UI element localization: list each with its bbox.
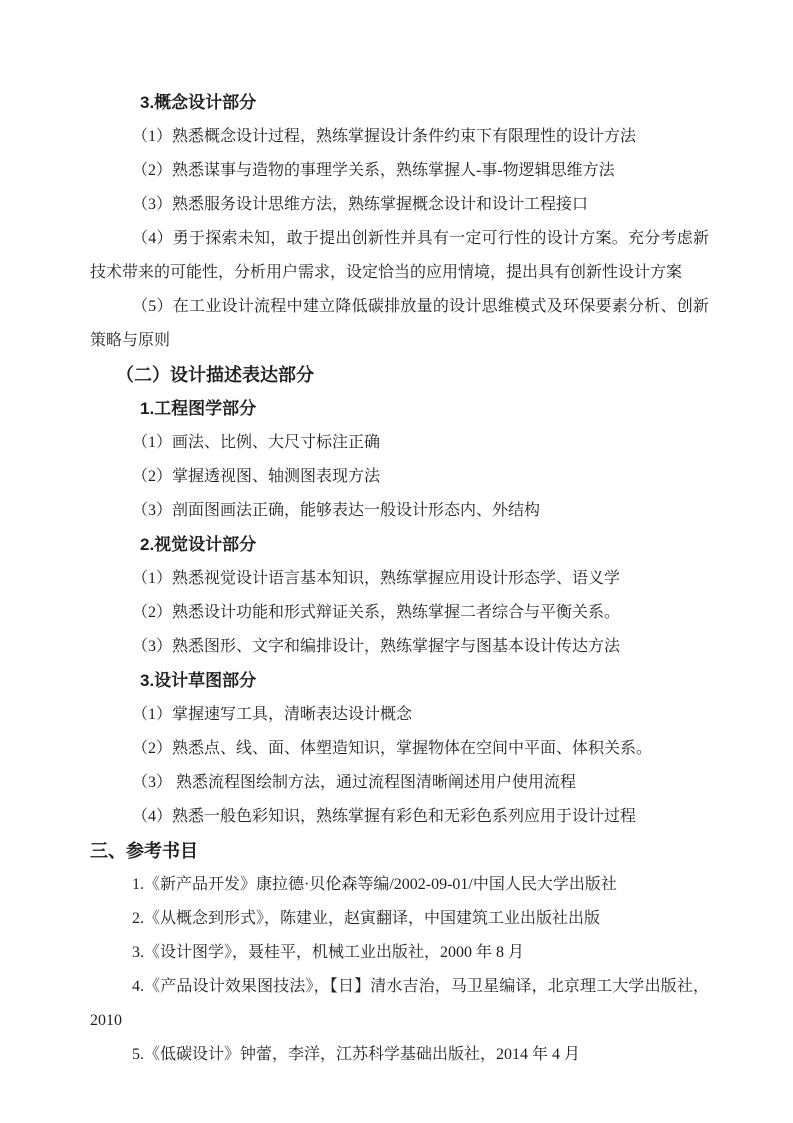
design-sketch-item-1: （1）掌握速写工具，清晰表达设计概念 xyxy=(132,706,413,723)
engineering-graphics-item-2: （2）掌握透视图、轴测图表现方法 xyxy=(132,468,381,485)
heading-part-two-design-description: （二）设计描述表达部分 xyxy=(116,365,314,385)
heading-engineering-graphics: 1.工程图学部分 xyxy=(140,399,257,418)
heading-visual-design: 2.视觉设计部分 xyxy=(140,535,257,554)
design-sketch-item-3: （3） 熟悉流程图绘制方法，通过流程图清晰阐述用户使用流程 xyxy=(132,774,577,791)
reference-item-1: 1.《新产品开发》康拉德·贝伦森等编/2002-09-01/中国人民大学出版社 xyxy=(132,876,617,893)
visual-design-item-3: （3）熟悉图形、文字和编排设计，熟练掌握字与图基本设计传达方法 xyxy=(132,638,621,655)
reference-item-4: 4.《产品设计效果图技法》，【日】清水吉治，马卫星编译，北京理工大学出版社，2010 xyxy=(90,978,709,1029)
concept-item-3: （3）熟悉服务设计思维方法，熟练掌握概念设计和设计工程接口 xyxy=(132,196,589,213)
concept-item-4: （4）勇于探索未知，敢于提出创新性并具有一定可行性的设计方案。充分考虑新技术带来的可能性，分析用户需求，设定恰当的应用情境，提出具有创新性设计方案 xyxy=(90,230,709,281)
design-sketch-item-2: （2）熟悉点、线、面、体塑造知识，掌握物体在空间中平面、体积关系。 xyxy=(132,740,653,757)
engineering-graphics-item-1: （1）画法、比例、大尺寸标注正确 xyxy=(132,434,381,451)
reference-item-3: 3.《设计图学》，聂桂平，机械工业出版社，2000 年 8 月 xyxy=(132,944,525,961)
engineering-graphics-item-3: （3）剖面图画法正确，能够表达一般设计形态内、外结构 xyxy=(132,502,541,519)
concept-item-2: （2）熟悉谋事与造物的事理学关系，熟练掌握人-事-物逻辑思维方法 xyxy=(132,162,615,179)
visual-design-item-1: （1）熟悉视觉设计语言基本知识，熟练掌握应用设计形态学、语义学 xyxy=(132,570,621,587)
heading-references: 三、参考书目 xyxy=(90,841,198,861)
concept-item-1: （1）熟悉概念设计过程，熟练掌握设计条件约束下有限理性的设计方法 xyxy=(132,128,637,145)
design-sketch-item-4: （4）熟悉一般色彩知识，熟练掌握有彩色和无彩色系列应用于设计过程 xyxy=(132,808,637,825)
visual-design-item-2: （2）熟悉设计功能和形式辩证关系，熟练掌握二者综合与平衡关系。 xyxy=(132,604,621,621)
reference-item-5: 5.《低碳设计》钟蕾，李洋，江苏科学基础出版社，2014 年 4 月 xyxy=(132,1046,581,1063)
concept-item-5: （5）在工业设计流程中建立降低碳排放量的设计思维模式及环保要素分析、创新策略与原则 xyxy=(90,298,709,349)
heading-design-sketch: 3.设计草图部分 xyxy=(140,671,257,690)
reference-item-2: 2.《从概念到形式》，陈建业，赵寅翻译，中国建筑工业出版社出版 xyxy=(132,910,601,927)
heading-concept-design-section: 3.概念设计部分 xyxy=(140,93,257,112)
